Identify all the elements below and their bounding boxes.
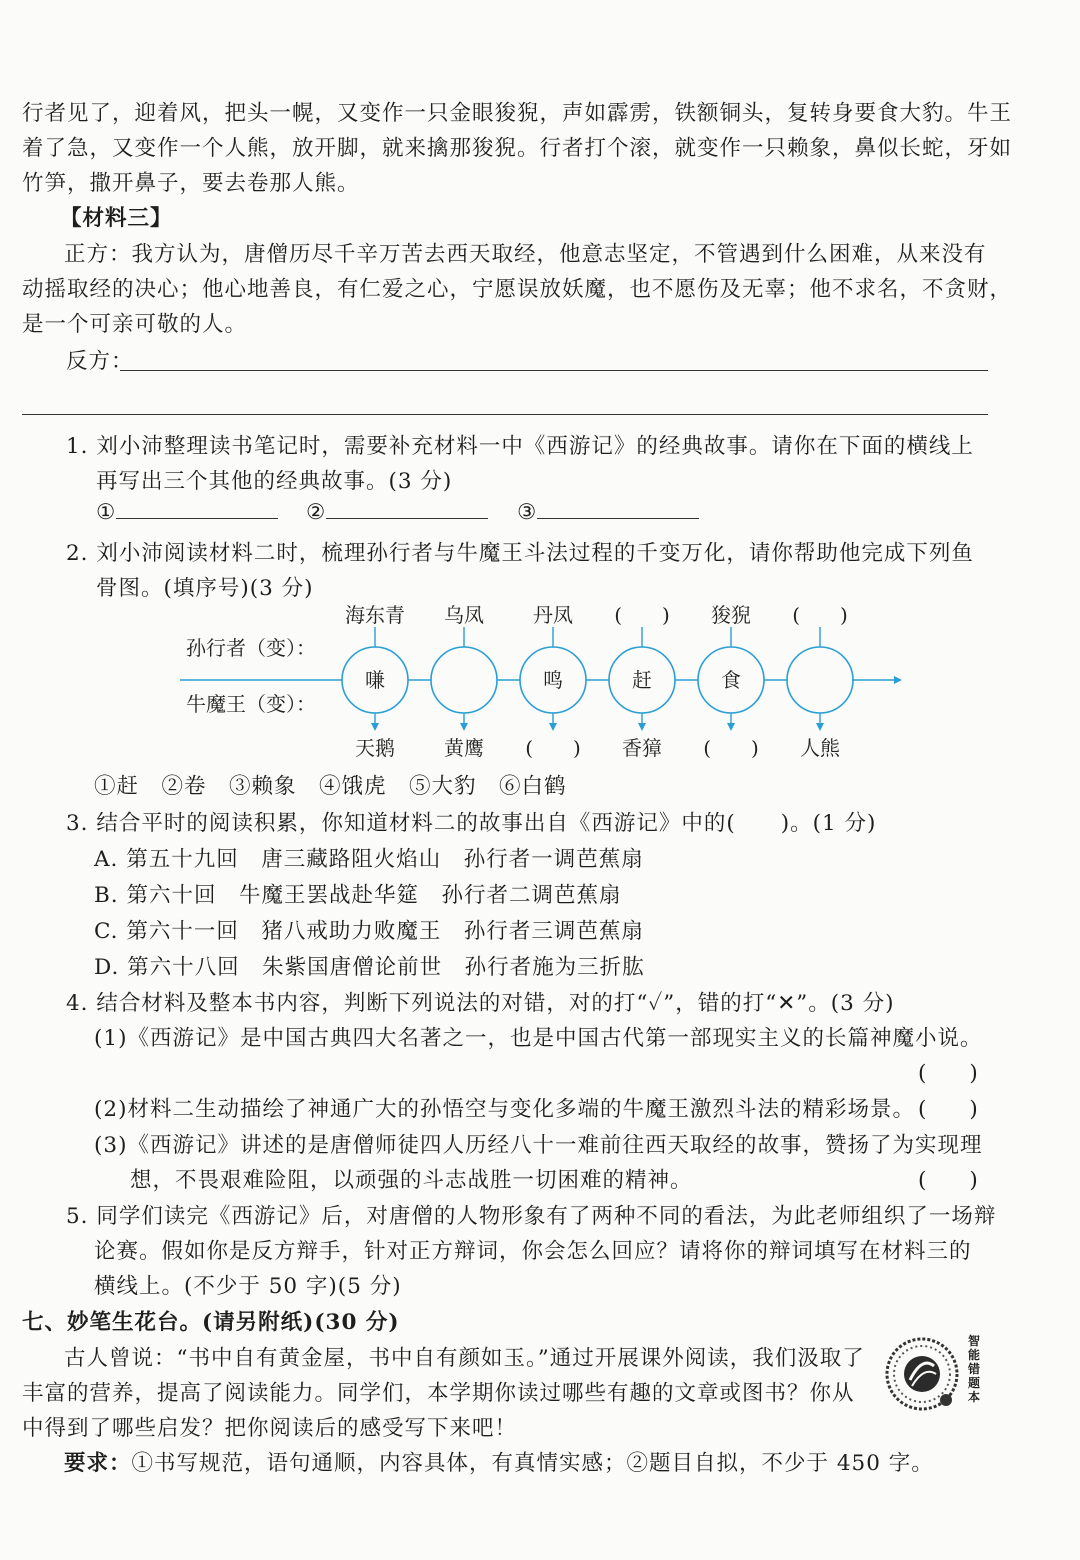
q4-stem: 4. 结合材料及整本书内容，判断下列说法的对错，对的打“✓”，错的打“✕”。(3 分): [66, 991, 895, 1016]
q1-blank-2[interactable]: [306, 500, 488, 525]
q2-line-1: 2. 刘小沛阅读材料二时，梳理孙行者与牛魔王斗法过程的千变万化，请你帮助他完成下列鱼: [66, 541, 974, 566]
niu-transform-1: 天鹅: [355, 736, 395, 760]
sun-transform-1: 海东青: [345, 603, 405, 627]
section7-line-1: 古人曾说：“书中自有黄金屋，书中自有颜如玉。”通过开展课外阅读，我们汲取了: [64, 1346, 865, 1371]
material3-heading: 【材料三】: [60, 206, 173, 231]
q1-blank-1[interactable]: [96, 500, 278, 525]
q3-stem: 3. 结合平时的阅读积累，你知道材料二的故事出自《西游记》中的( )。(1 分): [66, 811, 877, 836]
q1-line-2: 再写出三个其他的经典故事。(3 分): [96, 469, 453, 494]
q4-statement-1: (1)《西游记》是中国古典四大名著之一，也是中国古代第一部现实主义的长篇神魔小说。: [94, 1026, 983, 1051]
niu-transform-6: 人熊: [800, 736, 840, 760]
qr-caption: 智能错题本: [968, 1334, 981, 1404]
sun-transform-3: 丹凤: [533, 603, 573, 627]
material3-line-1: 正方：我方认为，唐僧历尽千辛万苦去西天取经，他意志坚定，不管遇到什么困难，从来没有: [64, 242, 987, 267]
section7-requirements: [64, 1446, 934, 1477]
sun-transform-6[interactable]: ( ): [792, 603, 848, 627]
niu-transform-4: 香獐: [622, 736, 662, 760]
q1-blank-3[interactable]: [517, 500, 699, 525]
q1-blank-3-marker: ③: [517, 500, 538, 525]
sun-transform-4[interactable]: ( ): [614, 603, 670, 627]
niu-row-label: 牛魔王（变）：: [186, 692, 316, 716]
q4-answer-1[interactable]: ( ): [918, 1061, 978, 1086]
q5-line-2: 论赛。假如你是反方辩手，针对正方辩词，你会怎么回应？请将你的辩词填写在材料三的: [94, 1239, 972, 1264]
q2-line-2: 骨图。(填序号)(3 分): [96, 576, 314, 601]
niu-transform-2: 黄鹰: [444, 736, 484, 760]
section7-line-3: 中得到了哪些启发？把你阅读后的感受写下来吧！: [22, 1416, 518, 1441]
opponent-label: 反方：: [66, 349, 134, 374]
q4-statement-2: (2)材料二生动描绘了神通广大的孙悟空与变化多端的牛魔王激烈斗法的精彩场景。: [94, 1097, 915, 1122]
niu-transform-5[interactable]: ( ): [703, 736, 759, 760]
material3-line-2: 动摇取经的决心；他心地善良，有仁爱之心，宁愿误放妖魔，也不愿伤及无辜；他不求名，不贪财，: [22, 277, 1013, 302]
q5-line-1: 5. 同学们读完《西游记》后，对唐僧的人物形象有了两种不同的看法，为此老师组织了一场辩: [66, 1204, 997, 1229]
material2-line-1: 行者见了，迎着风，把头一幌，又变作一只金眼狻猊，声如霹雳，铁额铜头，复转身要食大豹。牛王: [22, 101, 1013, 126]
q4-answer-2[interactable]: ( ): [918, 1097, 978, 1122]
material2-line-2: 着了急，又变作一个人熊，放开脚，就来擒那狻猊。行者打个滚，就变作一只赖象，鼻似长蛇，牙如: [22, 136, 1013, 161]
q3-option-c[interactable]: C. 第六十一回 猪八戒助力败魔王 孙行者三调芭蕉扇: [94, 919, 644, 944]
q3-option-d[interactable]: D. 第六十八回 朱紫国唐僧论前世 孙行者施为三折肱: [94, 955, 645, 980]
sun-transform-2: 乌凤: [444, 603, 484, 627]
q1-blank-1-marker: ①: [96, 500, 117, 525]
fishbone-circle-text-4: 赶: [632, 668, 652, 692]
section7-heading: 七、妙笔生花台。(请另附纸)(30 分): [22, 1310, 400, 1335]
q2-options: ①赶 ②卷 ③赖象 ④饿虎 ⑤大豹 ⑥白鹤: [94, 774, 567, 799]
fishbone-circle-text-5: 食: [721, 668, 741, 692]
q3-option-b[interactable]: B. 第六十回 牛魔王罢战赴华筵 孙行者二调芭蕉扇: [94, 883, 622, 908]
qr-code-icon[interactable]: [884, 1336, 960, 1412]
sun-transform-5: 狻猊: [711, 603, 751, 627]
opponent-answer-line-1[interactable]: [120, 370, 988, 371]
q4-statement-3a: (3)《西游记》讲述的是唐僧师徒四人历经八十一难前往西天取经的故事，赞扬了为实现理: [94, 1133, 983, 1158]
q3-option-a[interactable]: A. 第五十九回 唐三藏路阻火焰山 孙行者一调芭蕉扇: [94, 847, 644, 872]
fishbone-circle-text-1: 嗛: [365, 668, 385, 692]
material3-line-3: 是一个可亲可敬的人。: [22, 312, 248, 337]
q4-statement-3b: 想，不畏艰难险阻，以顽强的斗志战胜一切困难的精神。: [130, 1168, 693, 1193]
q1-line-1: 1. 刘小沛整理读书笔记时，需要补充材料一中《西游记》的经典故事。请你在下面的横线上: [66, 434, 974, 459]
section7-line-2: 丰富的营养，提高了阅读能力。同学们，本学期你读过哪些有趣的文章或图书？你从: [22, 1381, 855, 1406]
sun-row-label: 孙行者（变）：: [186, 636, 316, 660]
fishbone-circle-text-3: 鸣: [543, 668, 563, 692]
q4-answer-3[interactable]: ( ): [918, 1168, 978, 1193]
material2-line-3: 竹笋，撒开鼻子，要去卷那人熊。: [22, 171, 360, 196]
fishbone-diagram: [0, 595, 1080, 775]
opponent-answer-line-2[interactable]: [22, 414, 988, 415]
q1-blank-2-marker: ②: [306, 500, 327, 525]
requirements-label: 要求：: [64, 1451, 132, 1476]
niu-transform-3[interactable]: ( ): [525, 736, 581, 760]
fishbone-circle-6[interactable]: [787, 647, 853, 713]
requirements-text: ①书写规范，语句通顺，内容具体，有真情实感；②题目自拟，不少于 450 字。: [131, 1451, 934, 1476]
q5-line-3: 横线上。(不少于 50 字)(5 分): [94, 1274, 402, 1299]
fishbone-circle-2[interactable]: [431, 647, 497, 713]
